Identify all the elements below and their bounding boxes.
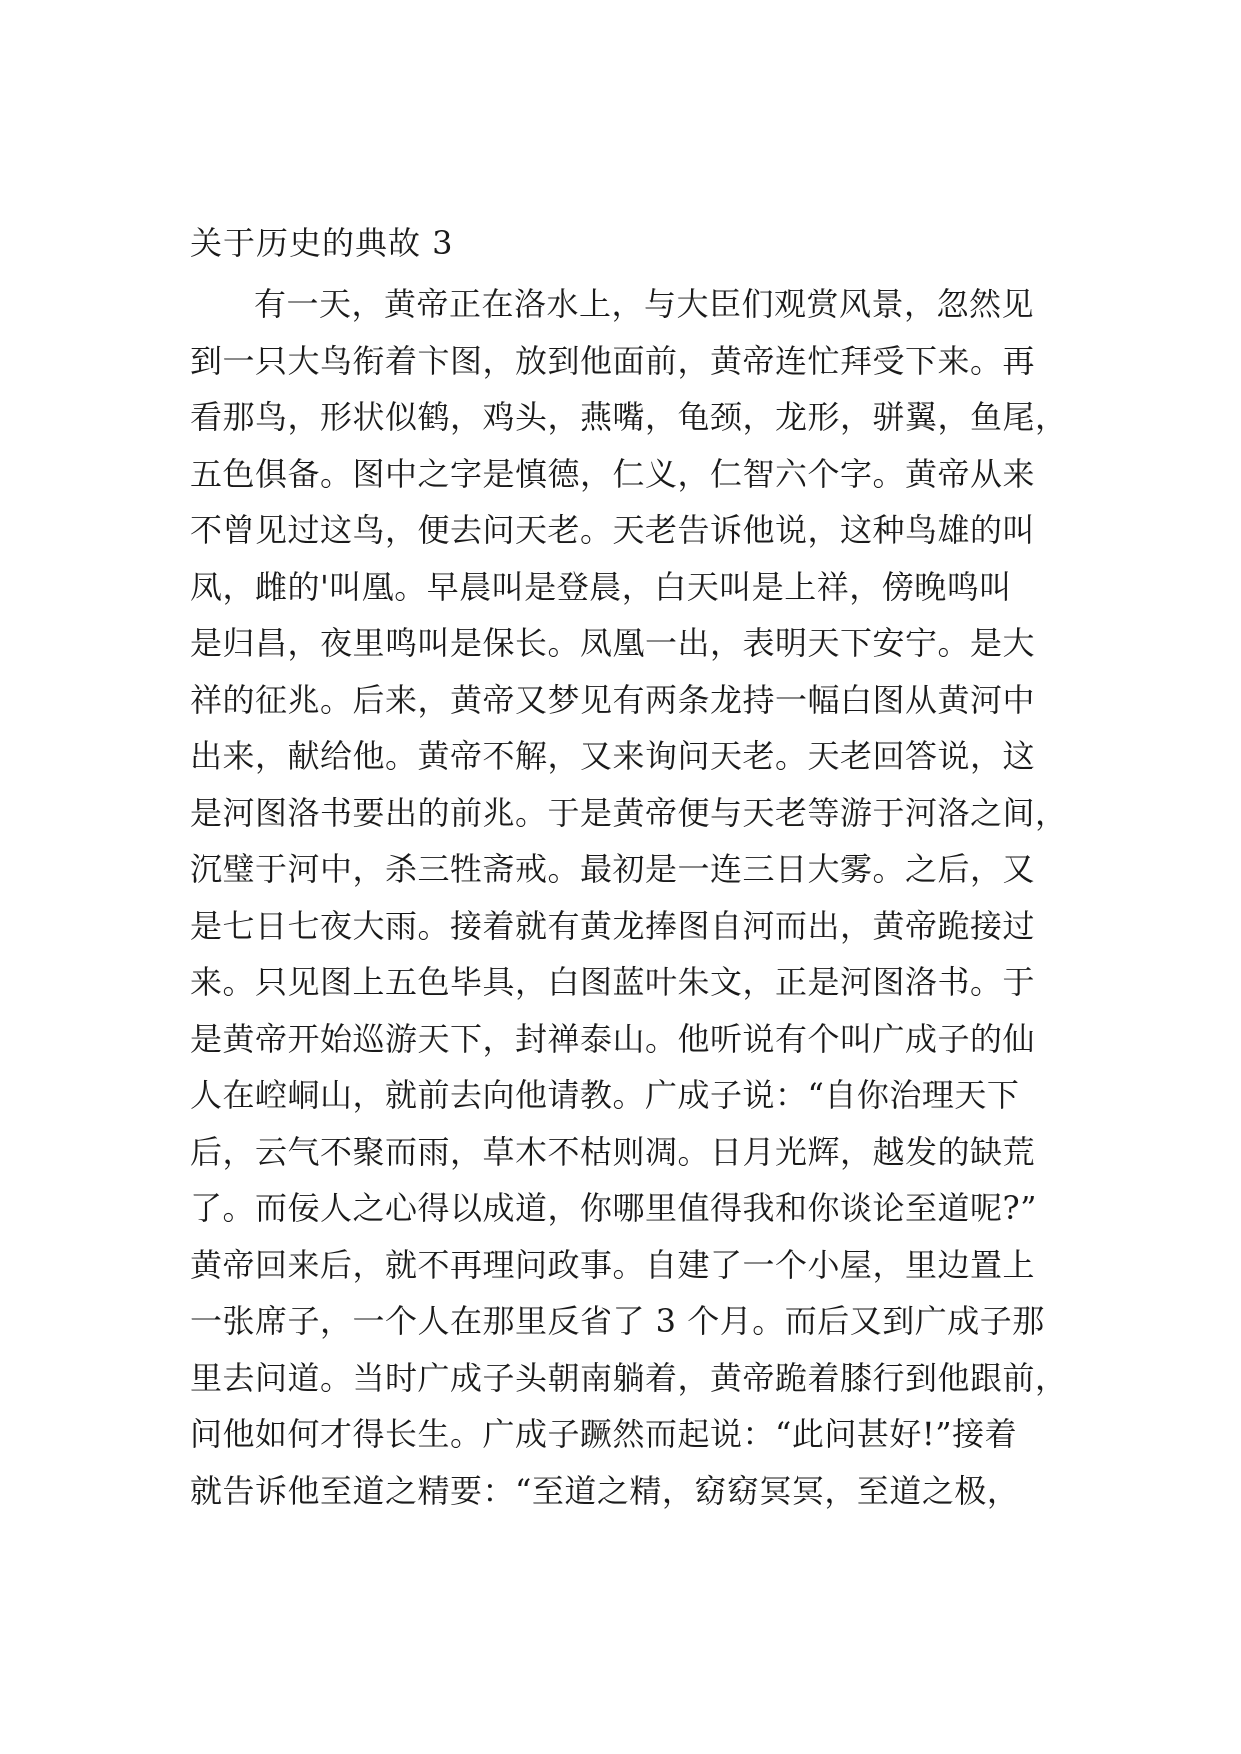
body-line-17: 了。而佞人之心得以成道，你哪里值得我和你谈论至道呢?”: [190, 1189, 1038, 1227]
body-line-3: 看那鸟，形状似鹤，鸡头，燕嘴，龟颈，龙形，骈翼，鱼尾，: [190, 398, 1068, 436]
body-line-16: 后，云气不聚而雨，草木不枯则凋。日月光辉，越发的缺荒: [190, 1132, 1036, 1171]
body-line-19: 一张席子，一个人在那里反省了 3 个月。而后又到广成子那: [190, 1302, 1045, 1340]
body-line-7: 是归昌，夜里鸣叫是保长。凤凰一出，表明天下安宁。是大: [190, 624, 1036, 662]
document-title: 关于历史的典故 3: [190, 224, 454, 262]
body-line-21: 问他如何才得长生。广成子蹶然而起说：“此问甚好!”接着: [190, 1415, 1018, 1453]
body-line-20: 里去问道。当时广成子头朝南躺着，黄帝跪着膝行到他跟前，: [190, 1358, 1068, 1397]
document-body: [190, 282, 1070, 1525]
body-line-18: 黄帝回来后，就不再理问政事。自建了一个小屋，里边置上: [190, 1245, 1036, 1284]
body-line-2: 到一只大鸟衔着卞图，放到他面前，黄帝连忙拜受下来。再: [190, 341, 1036, 380]
body-line-4: 五色俱备。图中之字是慎德，仁义，仁智六个字。黄帝从来: [190, 454, 1036, 493]
body-line-1: 有一天，黄帝正在洛水上，与大臣们观赏风景，忽然见: [254, 285, 1035, 323]
body-line-13: 来。只见图上五色毕具，白图蓝叶朱文，正是河图洛书。于: [190, 963, 1036, 1001]
body-line-5: 不曾见过这鸟，便去问天老。天老告诉他说，这种鸟雄的叫: [190, 511, 1036, 549]
body-line-6: 凤，雌的'叫凰。早晨叫是登晨，白天叫是上祥，傍晚鸣叫: [190, 567, 1012, 606]
body-line-15: 人在崆峒山，就前去向他请教。广成子说：“自你治理天下: [190, 1076, 1020, 1114]
body-line-14: 是黄帝开始巡游天下，封禅泰山。他听说有个叫广成子的仙: [190, 1019, 1036, 1058]
body-line-9: 出来，献给他。黄帝不解，又来询问天老。天老回答说，这: [190, 737, 1036, 775]
body-line-10: 是河图洛书要出的前兆。于是黄帝便与天老等游于河洛之间，: [190, 793, 1068, 832]
body-line-22: 就告诉他至道之精要：“至道之精，窈窈冥冥，至道之极，: [190, 1471, 1020, 1510]
body-line-8: 祥的征兆。后来，黄帝又梦见有两条龙持一幅白图从黄河中: [190, 680, 1036, 719]
body-line-12: 是七日七夜大雨。接着就有黄龙捧图自河而出，黄帝跪接过: [190, 906, 1036, 945]
body-line-11: 沉璧于河中，杀三牲斋戒。最初是一连三日大雾。之后，又: [190, 850, 1036, 888]
